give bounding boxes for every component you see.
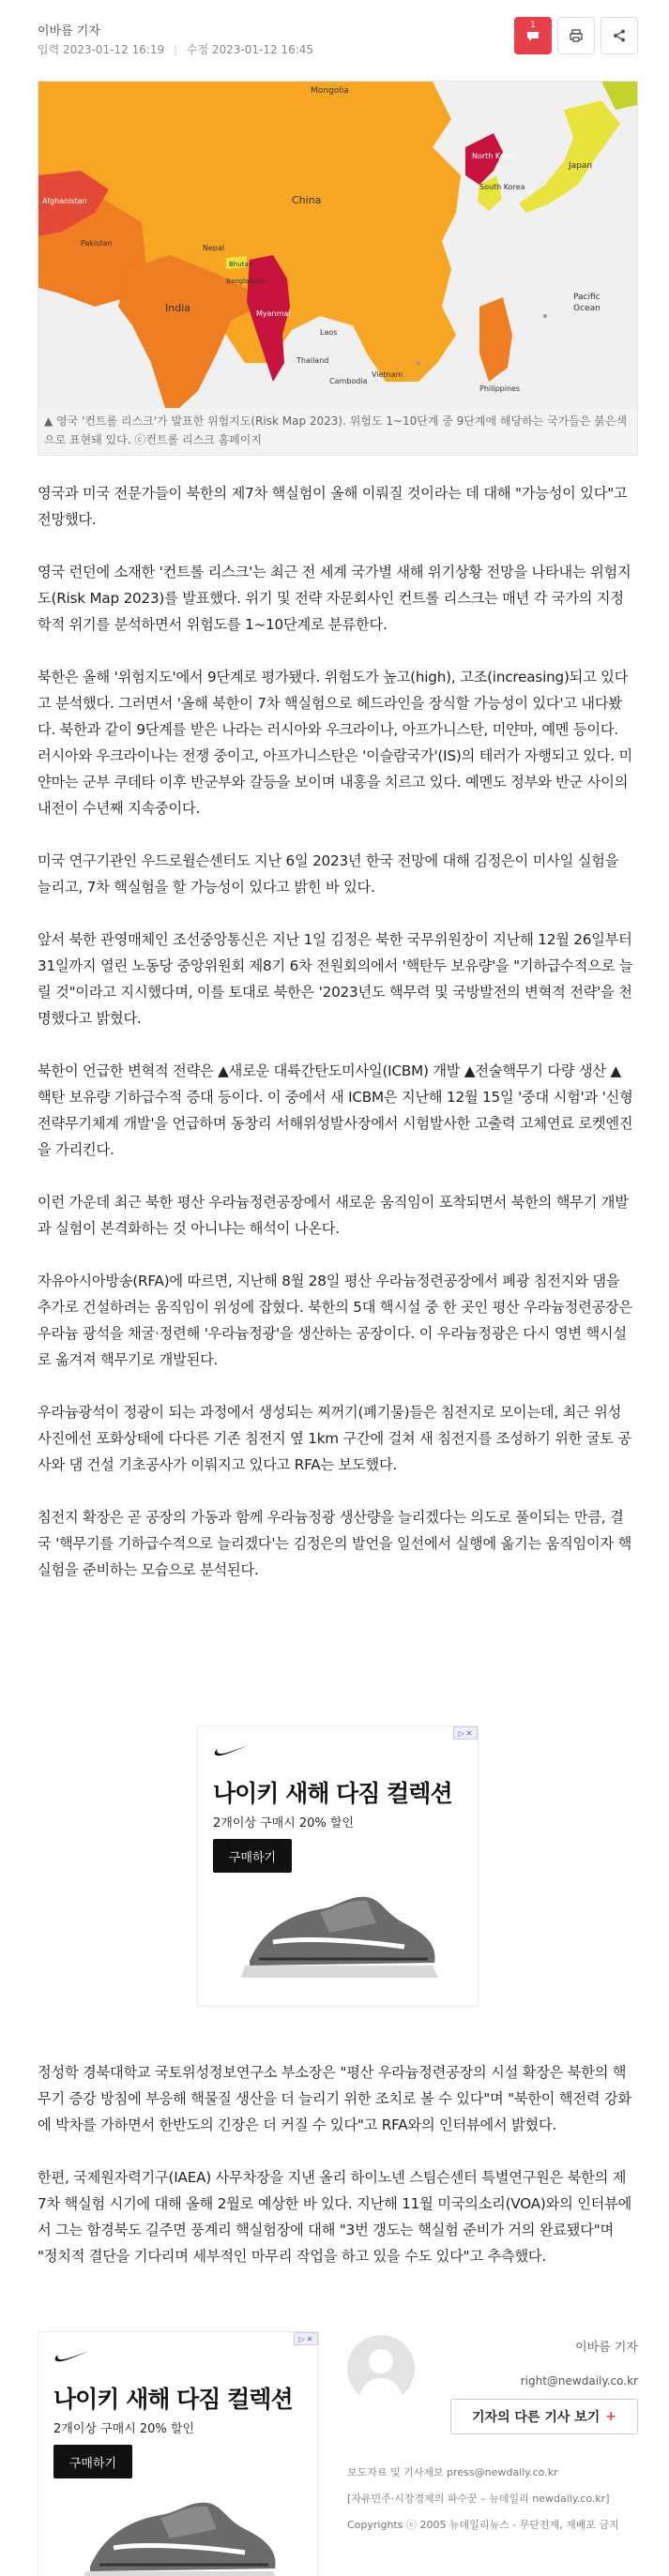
comment-count: 1: [530, 21, 536, 30]
paragraph: 영국 런던에 소재한 '컨트롤 리스크'는 최근 전 세계 국가별 새해 위기상황 전망을 나타내는 위험지도(Risk Map 2023)를 발표했다. 위기 및 전략 자문회사인 컨트롤 리스크는 매년 각 국가의 지정학적 위기를 분석하면서 위험도를 1~10단계로 분류한다.: [38, 564, 631, 633]
map-label-china: China: [292, 194, 322, 206]
paragraph: 우라늄광석이 정광이 되는 과정에서 생성되는 찌꺼기(폐기물)들은 침전지로 모이는데, 최근 위성사진에선 포화상태에 다다른 기존 침전지 옆 1km 구간에 걸쳐 새 침전지를 조성하기 위한 굴토 공사와 댐 건설 기초공사가 이뤄지고 있다고 RFA는 보도했다.: [38, 1404, 631, 1473]
paragraph: 침전지 확장은 곧 공장의 가동과 함께 우라늄정광 생산량을 늘리겠다는 의도로 풀이되는 만큼, 결국 '핵무기를 기하급수적으로 늘리겠다'는 김정은의 발언을 일선에서 실행에 옮기는 움직임이자 핵실험을 준비하는 모습으로 분석된다.: [38, 1509, 632, 1578]
map-dot: [543, 314, 547, 318]
map-label-ocean: Ocean: [573, 304, 601, 313]
input-label: 입력: [38, 43, 60, 56]
edit-date: 2023-01-12 16:45: [211, 43, 314, 56]
map-label-bhutan: Bhutan: [229, 261, 253, 268]
avatar-placeholder-icon: [347, 2335, 415, 2403]
slogan: [자유민주·시장경제의 파수꾼 – 뉴데일리 newdaily.co.kr]: [347, 2493, 610, 2505]
map-caption: ▲ 영국 '컨트롤 리스크'가 발표한 위험지도(Risk Map 2023). 위험도 1~10단계 중 9단계에 해당하는 국가들은 붉은색으로 표현돼 있다. ⓒ컨트롤 리스크 홈페이지: [44, 414, 628, 446]
ad-subtitle: 2개이상 구매시 20% 할인: [213, 1816, 355, 1830]
date-separator: |: [173, 43, 178, 56]
map-label-laos: Laos: [320, 328, 338, 337]
map-label-philippines: Philippines: [479, 384, 521, 393]
author-box-name: 이바름 기자: [575, 2341, 638, 2355]
map-label-japan: Japan: [569, 161, 593, 171]
map-label-nepal: Nepal: [203, 244, 225, 252]
more-articles-button[interactable]: [450, 2399, 638, 2434]
map-label-india: India: [165, 302, 190, 314]
ad-banner[interactable]: [197, 1725, 479, 2007]
copyright: Copyrights ⓒ 2005 뉴데일리뉴스 - 무단전재, 재배포 금지: [347, 2519, 619, 2531]
input-date: 2023-01-12 16:19: [63, 43, 165, 56]
map-label-cambodia: Cambodia: [329, 377, 368, 385]
article-header: [38, 17, 638, 64]
shoe-icon: [57, 2482, 301, 2576]
more-articles-label: 기자의 다른 기사 보기: [471, 2410, 601, 2425]
map-label-mongolia: Mongolia: [311, 86, 349, 96]
print-button[interactable]: [557, 17, 595, 54]
press-contact: 보도자료 및 기사제보 press@newdaily.co.kr: [347, 2466, 558, 2478]
ad-choices-icon[interactable]: ▷ ✕: [453, 1726, 478, 1740]
map-label-north-korea: North Korea: [472, 152, 517, 160]
ad-title: 나이키 새해 다짐 컬렉션: [53, 2386, 293, 2413]
map-label-thailand: Thailand: [296, 356, 329, 365]
map-label-vietnam: Vietnam: [372, 370, 403, 379]
author-name[interactable]: 이바름 기자: [38, 24, 100, 38]
paragraph: 북한은 올해 '위험지도'에서 9단계로 평가됐다. 위험도가 높고(high), 고조(increasing)되고 있다고 분석했다. 그러면서 '올해 북한이 7차 핵실험으로 헤드라인을 장식할 가능성이 있다'고 내다봤다. 북한과 같이 9단계를 받은 나라는 러시아와 우크라이나, 아프가니스탄, 미얀마, 예멘 등이다. 러시아와 우크라이나는 전쟁 중이고, 아프가니스탄은 '이슬람국가'(IS)의 테러가 자행되고 있다. 미얀마는 군부 쿠데타 이후 반군부와 갈등을 보이며 내홍을 치르고 있다. 예멘도 정부와 반군 사이의 내전이 수년째 지속중이다.: [38, 669, 632, 817]
map-dot: [417, 361, 420, 365]
edit-label: 수정: [186, 43, 209, 56]
avatar: [347, 2335, 415, 2403]
map-label-bangladesh: Bangladesh: [226, 278, 266, 285]
shoe-icon: [217, 1876, 461, 1989]
map-label-myanmar: Myanmar: [256, 309, 292, 318]
article-tools: [514, 17, 638, 54]
article-body-continued: [38, 2059, 634, 2296]
author-email[interactable]: right@newdaily.co.kr: [520, 2374, 638, 2388]
map-label-pakistan: Pakistan: [81, 239, 113, 248]
ad-buy-button[interactable]: 구매하기: [53, 2445, 132, 2478]
nike-swoosh-icon: [213, 1743, 251, 1758]
ad-choices-icon[interactable]: ▷ ✕: [294, 2332, 318, 2345]
paragraph: 정성학 경북대학교 국토위성정보연구소 부소장은 "평산 우라늄정련공장의 시설 확장은 북한의 핵무기 증강 방침에 부응해 핵물질 생산을 더 늘리기 위한 조치로 볼 수 있다"며 "북한이 핵전력 강화에 박차를 가하면서 한반도의 긴장은 더 커질 수 있다"고 RFA와의 인터뷰에서 밝혔다.: [38, 2064, 631, 2133]
ad-buy-button[interactable]: 구매하기: [213, 1839, 292, 1873]
comment-button[interactable]: [514, 17, 552, 54]
paragraph: 북한이 언급한 변혁적 전략은 ▲새로운 대륙간탄도미사일(ICBM) 개발 ▲전술핵무기 다량 생산 ▲핵탄 보유량 기하급수적 증대 등이다. 이 중에서 새 ICBM은 지난해 12월 15일 '중대 시험'과 '신형 전략무기체계 개발'을 언급하며 동창리 서해위성발사장에서 시험발사한 고출력 고체연료 로켓엔진을 가리킨다.: [38, 1062, 633, 1158]
article-dates: [38, 41, 313, 57]
paragraph: 자유아시아방송(RFA)에 따르면, 지난해 8월 28일 평산 우라늄정련공장에서 폐광 침전지와 댐을 추가로 건설하려는 움직임이 위성에 잡혔다. 북한의 5대 핵시설 중 한 곳인 평산 우라늄정련공장은 우라늄 광석을 채굴·정련해 '우라늄정광'을 생산하는 공장이다. 이 우라늄정광은 다시 영변 핵시설로 옮겨져 핵무기로 개발된다.: [38, 1273, 632, 1368]
ad-banner-bottom[interactable]: [38, 2331, 319, 2576]
share-icon: [612, 28, 627, 43]
map-label-afghanistan: Afghanistan: [42, 197, 87, 205]
article-body: [38, 480, 634, 1609]
map-label-south-korea: South Korea: [479, 183, 525, 191]
risk-map-figure: [38, 81, 638, 456]
share-button[interactable]: [601, 17, 638, 54]
ad-title: 나이키 새해 다짐 컬렉션: [213, 1780, 452, 1807]
paragraph: 이런 가운데 최근 북한 평산 우라늄정련공장에서 새로운 움직임이 포착되면서 북한의 핵무기 개발과 실험이 본격화하는 것 아니냐는 해석이 나온다.: [38, 1194, 629, 1237]
author-box: [347, 2333, 638, 2558]
plus-icon: +: [605, 2409, 617, 2424]
map-label-pacific: Pacific: [573, 293, 601, 302]
ad-subtitle: 2개이상 구매시 20% 할인: [53, 2422, 195, 2436]
nike-swoosh-icon: [53, 2349, 91, 2364]
comment-icon: [525, 28, 540, 43]
paragraph: 한편, 국제원자력기구(IAEA) 사무차장을 지낸 올리 하이노넨 스팀슨센터 특별연구원은 북한의 제7차 핵실험 시기에 대해 올해 2월로 예상한 바 있다. 지난해 11월 미국의소리(VOA)와의 인터뷰에서 그는 함경북도 길주면 풍계리 핵실험장에 대해 "3번 갱도는 핵실험 준비가 거의 완료됐다"며 "정치적 결단을 기다리며 세부적인 마무리 작업을 하고 있을 수도 있다"고 추측했다.: [38, 2169, 632, 2265]
risk-map[interactable]: [38, 82, 637, 408]
paragraph: 미국 연구기관인 우드로윌슨센터도 지난 6일 2023년 한국 전망에 대해 김정은이 미사일 실험을 늘리고, 7차 핵실험을 할 가능성이 있다고 밝힌 바 있다.: [38, 852, 619, 896]
paragraph: 영국과 미국 전문가들이 북한의 제7차 핵실험이 올해 이뤄질 것이라는 데 대해 "가능성이 있다"고 전망했다.: [38, 485, 628, 528]
print-icon: [569, 28, 584, 43]
paragraph: 앞서 북한 관영매체인 조선중앙통신은 지난 1일 김정은 북한 국무위원장이 지난해 12월 26일부터 31일까지 열린 노동당 중앙위원회 제8기 6차 전원회의에서 '핵탄두 보유량'을 "기하급수적으로 늘릴 것"이라고 지시했다며, 이를 토대로 북한은 '2023년도 핵무력 및 국방발전의 변혁적 전략'을 천명했다고 밝혔다.: [38, 931, 633, 1027]
